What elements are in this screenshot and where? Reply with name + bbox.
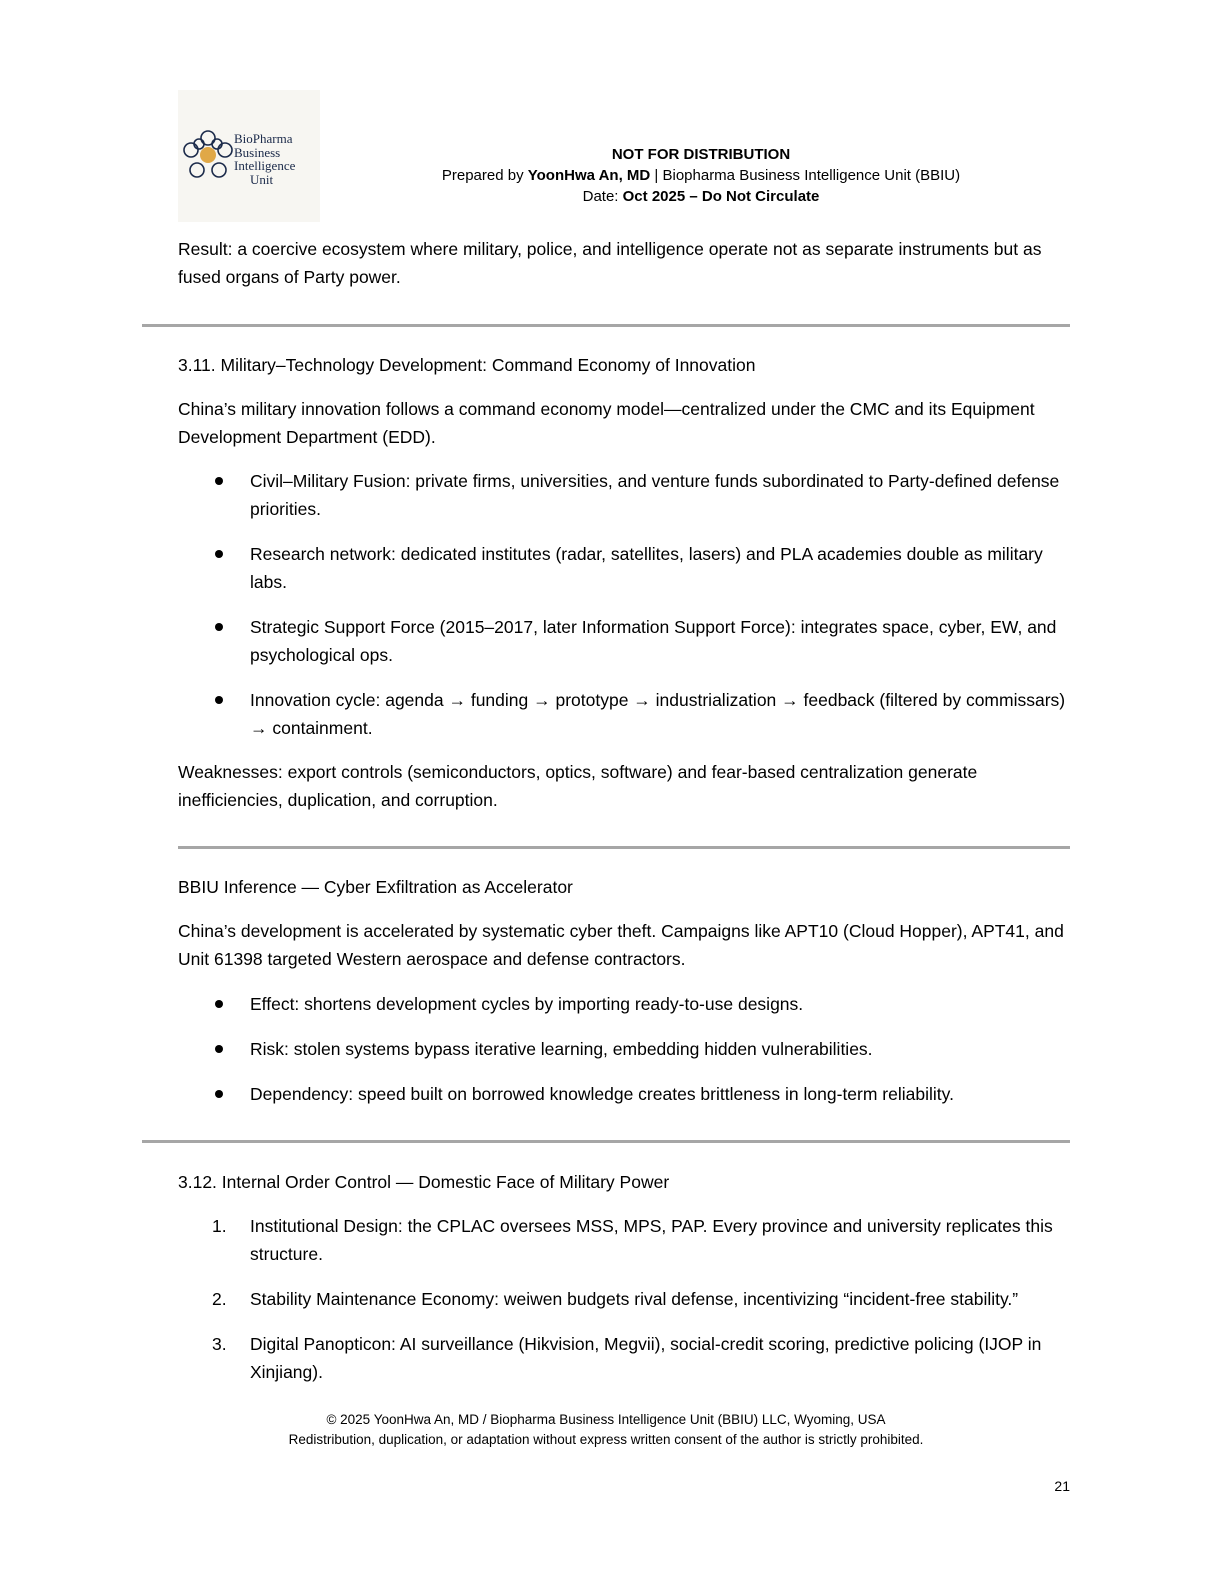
logo-wordmark [234,132,295,186]
list-number: 3. [212,1334,227,1354]
date-line: Date: Oct 2025 – Do Not Circulate [582,188,820,205]
copyright-line: © 2025 YoonHwa An, MD / Biopharma Business Intelligence Unit (BBIU) LLC, Wyoming, USA [326,1412,886,1427]
weaknesses-paragraph: Weaknesses: export controls (semiconductors, optics, software) and fear-based centralization generate inefficiencies, duplication, and corruption. [178,762,978,810]
inference-heading: BBIU Inference — Cyber Exfiltration as Accelerator [178,877,573,897]
bullet-list-3-11 [178,467,1078,759]
redistribution-notice: Redistribution, duplication, or adaptation without express written consent of the author is strictly prohibited. [288,1432,924,1447]
molecule-logo-icon [180,128,236,184]
section-divider [142,1140,1070,1143]
list-item-text: Digital Panopticon: AI surveillance (Hikvision, Megvii), social-credit scoring, predictive policing (IJOP in Xinjiang). [250,1334,1042,1382]
list-item: Civil–Military Fusion: private firms, universities, and venture funds subordinated to Party-defined defense priorities. [178,467,1078,523]
logo-line: Unit [250,171,274,187]
inference-intro: China’s development is accelerated by systematic cyber theft. Campaigns like APT10 (Cloud Hopper), APT41, and Unit 61398 targeted Western aerospace and defense contractors. [178,921,1064,969]
list-item: Dependency: speed built on borrowed knowledge creates brittleness in long-term reliability. [178,1080,1078,1108]
list-item: Risk: stolen systems bypass iterative learning, embedding hidden vulnerabilities. [178,1035,1078,1063]
author-name: YoonHwa An, MD [527,167,651,184]
list-number: 2. [212,1289,227,1309]
list-item: Research network: dedicated institutes (radar, satellites, lasers) and PLA academies double as military labs. [178,540,1078,596]
section-divider [142,324,1070,327]
bbiu-logo [178,90,320,222]
list-item-text: Institutional Design: the CPLAC oversees MSS, MPS, PAP. Every province and university replicates this structure. [250,1216,1053,1264]
section-heading-3-11: 3.11. Military–Technology Development: Command Economy of Innovation [178,355,756,375]
logo-line: BioPharma [234,131,293,146]
list-item: Effect: shortens development cycles by importing ready-to-use designs. [178,990,1078,1018]
prepared-by-line: Prepared by YoonHwa An, MD | Biopharma Business Intelligence Unit (BBIU) [441,167,961,184]
list-item [178,1212,1078,1268]
page-footer [200,1410,1012,1450]
numbered-list-3-12 [178,1212,1078,1403]
list-item-text: Stability Maintenance Economy: weiwen budgets rival defense, incentivizing “incident-free stability.” [250,1289,1019,1309]
list-number: 1. [212,1216,227,1236]
list-item [178,1285,1078,1313]
list-item: Innovation cycle: agenda → funding → prototype → industrialization → feedback (filtered by commissars) → containment. [178,686,1078,742]
logo-line: Business [234,144,281,160]
bullet-list-inference [178,990,1078,1125]
list-item [178,1330,1078,1386]
result-paragraph: Result: a coercive ecosystem where military, police, and intelligence operate not as separate instruments but as fused organs of Party power. [178,239,1042,287]
section-divider [178,846,1070,849]
logo-line: Intelligence [234,158,296,173]
distribution-notice: NOT FOR DISTRIBUTION [611,146,791,163]
date-value: Oct 2025 – Do Not Circulate [622,188,820,205]
section-intro-3-11: China’s military innovation follows a command economy model—centralized under the CMC and its Equipment Development Department (EDD). [178,399,1035,447]
document-header [320,144,1082,207]
list-item: Strategic Support Force (2015–2017, later Information Support Force): integrates space, cyber, EW, and psychological ops. [178,613,1078,669]
section-heading-3-12: 3.12. Internal Order Control — Domestic Face of Military Power [178,1172,670,1192]
page-number: 21 [1054,1478,1070,1494]
